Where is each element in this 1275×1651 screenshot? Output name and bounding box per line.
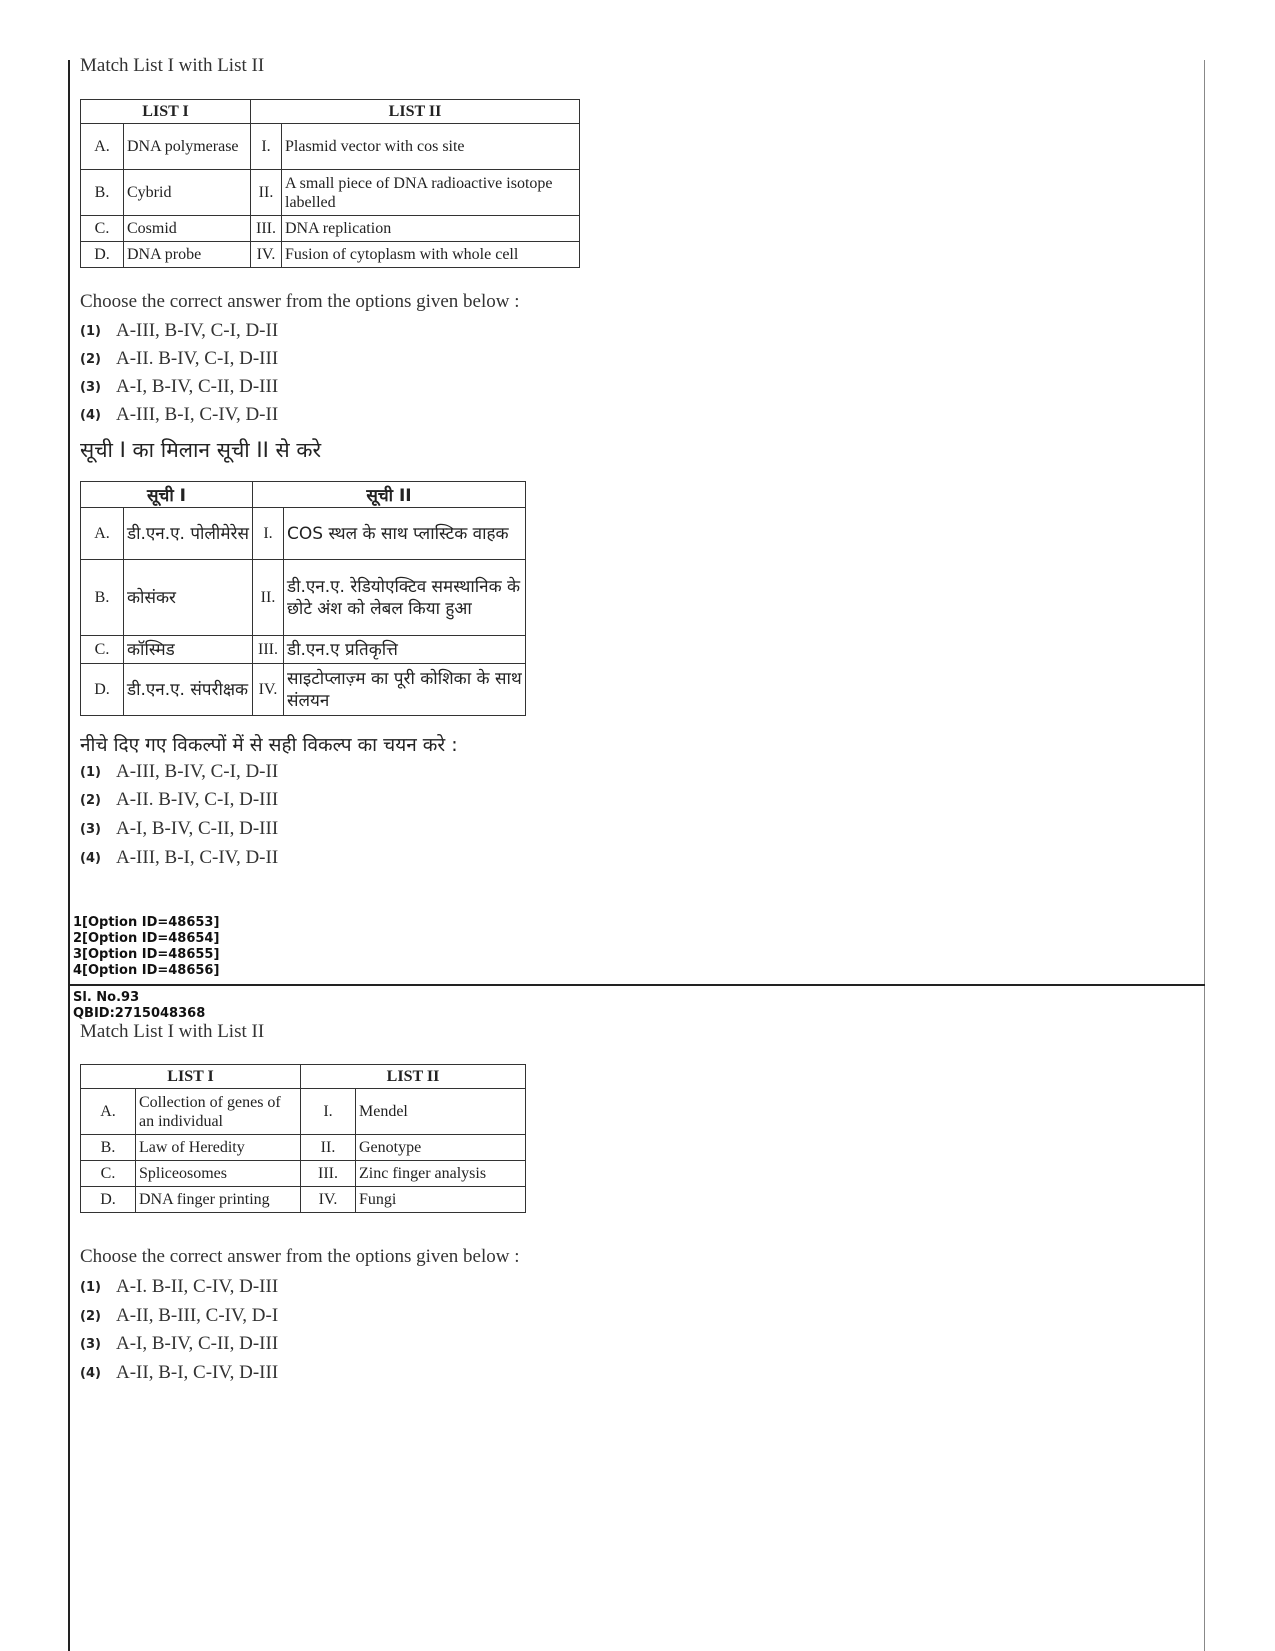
option-text: A-III, B-IV, C-I, D-II [116,320,279,341]
row-letter: D. [81,1187,136,1213]
row-match: डी.एन.ए. रेडियोएक्टिव समस्थानिक के छोटे अंश को लेबल किया हुआ [284,560,526,636]
q93-option-2 [80,1303,278,1329]
row-roman: III. [301,1161,356,1187]
row-item: कॉस्मिड [124,636,253,664]
row-match: Fusion of cytoplasm with whole cell [282,242,580,268]
table-row [81,1089,526,1135]
row-roman: II. [301,1135,356,1161]
list-ii-header: LIST II [301,1065,526,1089]
row-letter: B. [81,1135,136,1161]
list-i-header: सूची I [81,482,253,508]
table-row [81,1161,526,1187]
option-text: A-I, B-IV, C-II, D-III [116,1333,279,1354]
option-number: (2) [80,351,101,367]
table-row [81,560,526,636]
serial-number: Sl. No.93 [73,990,140,1005]
row-item: Cosmid [124,216,251,242]
row-item: डी.एन.ए. संपरीक्षक [124,664,253,716]
row-match: DNA replication [282,216,580,242]
q93-heading: Match List I with List II [80,1021,265,1042]
row-letter: A. [81,1089,136,1135]
list-i-header: LIST I [81,100,251,124]
option-number: (4) [80,407,101,423]
row-roman: I. [253,508,284,560]
table-row [81,242,580,268]
row-roman: I. [301,1089,356,1135]
row-letter: C. [81,216,124,242]
option-number: (1) [80,764,101,780]
row-roman: III. [253,636,284,664]
table-row [81,170,580,216]
q93-option-3 [80,1331,278,1357]
q92-option-1 [80,318,278,344]
q92-option-4 [80,402,278,428]
q92-hindi-option-4 [80,845,278,871]
list-ii-header: LIST II [251,100,580,124]
row-roman: IV. [301,1187,356,1213]
option-number: (2) [80,792,101,808]
row-letter: B. [81,170,124,216]
q92-option-3 [80,374,278,400]
row-match: COS स्थल के साथ प्लास्टिक वाहक [284,508,526,560]
row-match: A small piece of DNA radioactive isotope labelled [282,170,580,216]
q92-hindi-choose-text: नीचे दिए गए विकल्पों में से सही विकल्प का चयन करे : [80,734,458,756]
row-item: DNA polymerase [124,124,251,170]
row-match: Plasmid vector with cos site [282,124,580,170]
option-number: (4) [80,850,101,866]
option-text: A-II. B-IV, C-I, D-III [116,348,279,369]
row-match: Zinc finger analysis [356,1161,526,1187]
page-right-border [1204,60,1205,1651]
option-text: A-II, B-I, C-IV, D-III [116,1362,279,1383]
row-match: साइटोप्लाज़्म का पूरी कोशिका के साथ संलयन [284,664,526,716]
option-number: (3) [80,379,101,395]
page-left-border [68,60,70,1651]
row-item: DNA finger printing [136,1187,301,1213]
row-letter: C. [81,1161,136,1187]
q92-hindi-match-table [80,481,526,716]
q92-match-table [80,99,580,268]
row-letter: A. [81,508,124,560]
q92-choose-text: Choose the correct answer from the options given below : [80,291,520,312]
row-roman: I. [251,124,282,170]
option-number: (1) [80,323,101,339]
option-text: A-I. B-II, C-IV, D-III [116,1276,279,1297]
option-id: 2[Option ID=48654] [73,931,220,946]
q93-option-1 [80,1274,278,1300]
table-row [81,1135,526,1161]
row-letter: B. [81,560,124,636]
row-letter: D. [81,242,124,268]
q92-hindi-option-1 [80,759,278,785]
row-letter: D. [81,664,124,716]
option-text: A-III, B-IV, C-I, D-II [116,761,279,782]
option-number: (3) [80,821,101,837]
row-match: डी.एन.ए प्रतिकृत्ति [284,636,526,664]
question-bank-id: QBID:2715048368 [73,1006,206,1021]
q93-choose-text: Choose the correct answer from the options given below : [80,1246,520,1267]
row-letter: A. [81,124,124,170]
q92-option-2 [80,346,278,372]
q93-meta [73,990,205,1022]
row-item: DNA probe [124,242,251,268]
table-row [81,664,526,716]
row-item: Collection of genes of an individual [136,1089,301,1135]
q92-hindi-heading: सूची I का मिलान सूची II से करे [80,438,322,462]
q92-hindi-option-2 [80,787,278,813]
q92-hindi-option-3 [80,816,278,842]
row-roman: II. [253,560,284,636]
option-number: (2) [80,1308,101,1324]
option-id: 1[Option ID=48653] [73,915,220,930]
table-row [81,216,580,242]
q93-match-table [80,1064,526,1213]
row-match: Genotype [356,1135,526,1161]
row-item: Spliceosomes [136,1161,301,1187]
option-number: (1) [80,1279,101,1295]
q93-option-4 [80,1360,278,1386]
row-item: डी.एन.ए. पोलीमेरेस [124,508,253,560]
row-match: Mendel [356,1089,526,1135]
option-text: A-III, B-I, C-IV, D-II [116,847,279,868]
table-row [81,636,526,664]
row-item: Cybrid [124,170,251,216]
option-number: (3) [80,1336,101,1352]
table-row [81,508,526,560]
option-text: A-I, B-IV, C-II, D-III [116,376,279,397]
list-ii-header: सूची II [253,482,526,508]
row-letter: C. [81,636,124,664]
row-item: कोसंकर [124,560,253,636]
option-text: A-II. B-IV, C-I, D-III [116,789,279,810]
q92-option-ids [73,915,219,979]
option-id: 3[Option ID=48655] [73,947,220,962]
row-roman: IV. [251,242,282,268]
option-id: 4[Option ID=48656] [73,963,220,978]
option-text: A-II, B-III, C-IV, D-I [116,1305,279,1326]
row-item: Law of Heredity [136,1135,301,1161]
table-row [81,1187,526,1213]
list-i-header: LIST I [81,1065,301,1089]
row-match: Fungi [356,1187,526,1213]
option-number: (4) [80,1365,101,1381]
row-roman: II. [251,170,282,216]
row-roman: IV. [253,664,284,716]
option-text: A-I, B-IV, C-II, D-III [116,818,279,839]
option-text: A-III, B-I, C-IV, D-II [116,404,279,425]
question-separator [68,984,1205,986]
q92-heading: Match List I with List II [80,55,265,76]
table-row [81,124,580,170]
row-roman: III. [251,216,282,242]
